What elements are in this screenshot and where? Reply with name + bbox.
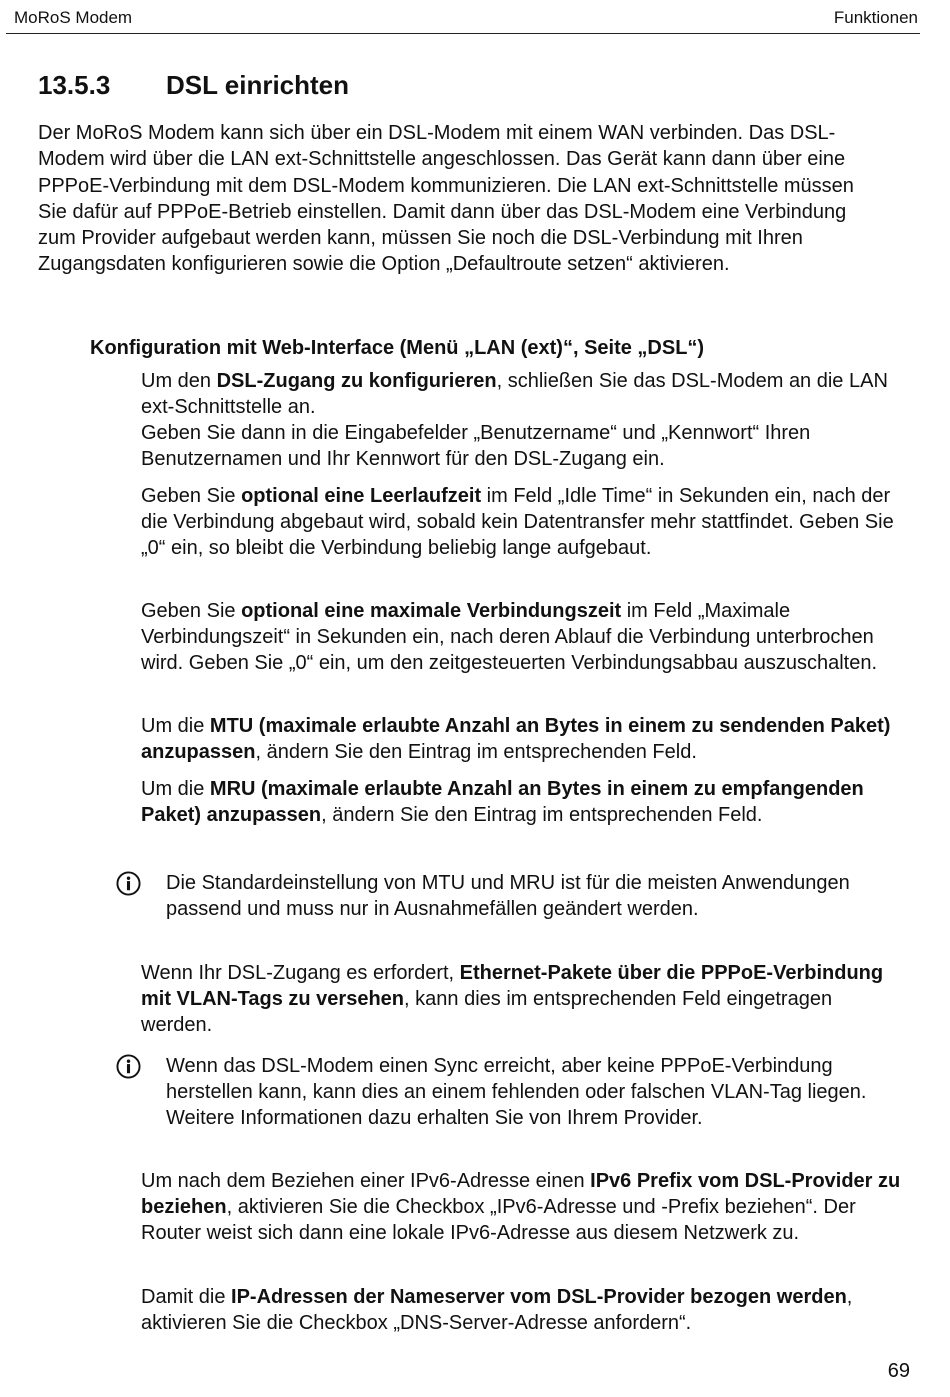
emphasis: IPv6 Prefix vom DSL-Provider zu beziehen [141, 1170, 901, 1218]
info-icon [116, 871, 141, 896]
running-header-right: Funktionen [833, 8, 918, 27]
running-header-left: MoRoS Modem [14, 8, 133, 27]
paragraph-ipv6-prefix: Um nach dem Beziehen einer IPv6-Adresse einen IPv6 Prefix vom DSL-Provider zu beziehen, aktivieren Sie die Checkbox „IPv6-Adresse und -Prefix beziehen“. Der Router weist sich dann eine lokale IPv6-Adresse aus diesem Netzwerk zu. [141, 1170, 901, 1244]
emphasis: Ethernet-Pakete über die PPPoE-Verbindung mit VLAN-Tags zu versehen [141, 962, 884, 1010]
emphasis: optional eine maximale Verbindungszeit [241, 600, 622, 622]
page-number: 69 [887, 1360, 910, 1382]
note-text: Wenn das DSL-Modem einen Sync erreicht, aber keine PPPoE-Verbindung herstellen kann, kann dies an einem fehlenden oder falschen VLAN-Tag liegen. Weitere Informationen dazu erhalten Sie von Ihrem Provider. [166, 1055, 867, 1129]
header-rule [6, 33, 920, 34]
note-text: Die Standardeinstellung von MTU und MRU ist für die meisten Anwendungen passend und muss nur in Ausnahmefällen geändert werden. [166, 872, 850, 920]
paragraph-dsl-access: Um den DSL-Zugang zu konfigurieren, schließen Sie das DSL-Modem an die LAN ext-Schnittstelle an. Geben Sie dann in die Eingabefelder „Benutzername“ und „Kennwort“ Ihren Benutzernamen und Ihr Kennwort für den DSL-Zugang ein. [141, 370, 888, 470]
emphasis: IP-Adressen der Nameserver vom DSL-Provider bezogen werden [231, 1286, 847, 1308]
paragraph-vlan: Wenn Ihr DSL-Zugang es erfordert, Ethernet-Pakete über die PPPoE-Verbindung mit VLAN-Tags zu versehen, kann dies im entsprechenden Feld eingetragen werden. [141, 962, 884, 1036]
info-icon [116, 1054, 141, 1079]
paragraph-nameserver: Damit die IP-Adressen der Nameserver vom DSL-Provider bezogen werden, aktivieren Sie die Checkbox „DNS-Server-Adresse anfordern“. [141, 1286, 853, 1334]
section-heading [38, 70, 349, 101]
intro-paragraph: Der MoRoS Modem kann sich über ein DSL-Modem mit einem WAN verbinden. Das DSL-Modem wird über die LAN ext-Schnittstelle angeschlossen. Das Gerät kann dann über eine PPPoE-Verbindung mit dem DSL-Modem kommunizieren. Die LAN ext-Schnittstelle müssen Sie dafür auf PPPoE-Betrieb einstellen. Damit dann über das DSL-Modem eine Verbindung zum Provider aufgebaut werden kann, müssen Sie noch die DSL-Verbindung mit Ihren Zugangsdaten konfigurieren sowie die Option „Defaultroute setzen“ aktivieren. [38, 122, 854, 276]
emphasis: MTU (maximale erlaubte Anzahl an Bytes in einem zu sendenden Paket) anzupassen [141, 715, 891, 763]
emphasis: MRU (maximale erlaubte Anzahl an Bytes in einem zu empfangenden Paket) anzupassen [141, 778, 864, 826]
paragraph-mru: Um die MRU (maximale erlaubte Anzahl an Bytes in einem zu empfangenden Paket) anzupassen, ändern Sie den Eintrag im entsprechenden Feld. [141, 778, 864, 826]
emphasis: optional eine Leerlaufzeit [241, 485, 482, 507]
subheading: Konfiguration mit Web-Interface (Menü „LAN (ext)“, Seite „DSL“) [90, 337, 705, 359]
section-title: DSL einrichten [166, 70, 350, 100]
section-number: 13.5.3 [38, 70, 111, 100]
emphasis: DSL-Zugang zu konfigurieren [216, 370, 497, 392]
paragraph-max-connection-time: Geben Sie optional eine maximale Verbindungszeit im Feld „Maximale Verbindungszeit“ in Sekunden ein, nach deren Ablauf die Verbindung unterbrochen wird. Geben Sie „0“ ein, um den zeitgesteuerten Verbindungsabbau auszuschalten. [141, 600, 878, 674]
paragraph-idle-time: Geben Sie optional eine Leerlaufzeit im Feld „Idle Time“ in Sekunden ein, nach der die Verbindung abgebaut wird, sobald kein Datentransfer mehr stattfindet. Geben Sie „0“ ein, so bleibt die Verbindung beliebig lange aufgebaut. [141, 485, 894, 559]
paragraph-mtu: Um die MTU (maximale erlaubte Anzahl an Bytes in einem zu sendenden Paket) anzupassen, ändern Sie den Eintrag im entsprechenden Feld. [141, 715, 891, 763]
